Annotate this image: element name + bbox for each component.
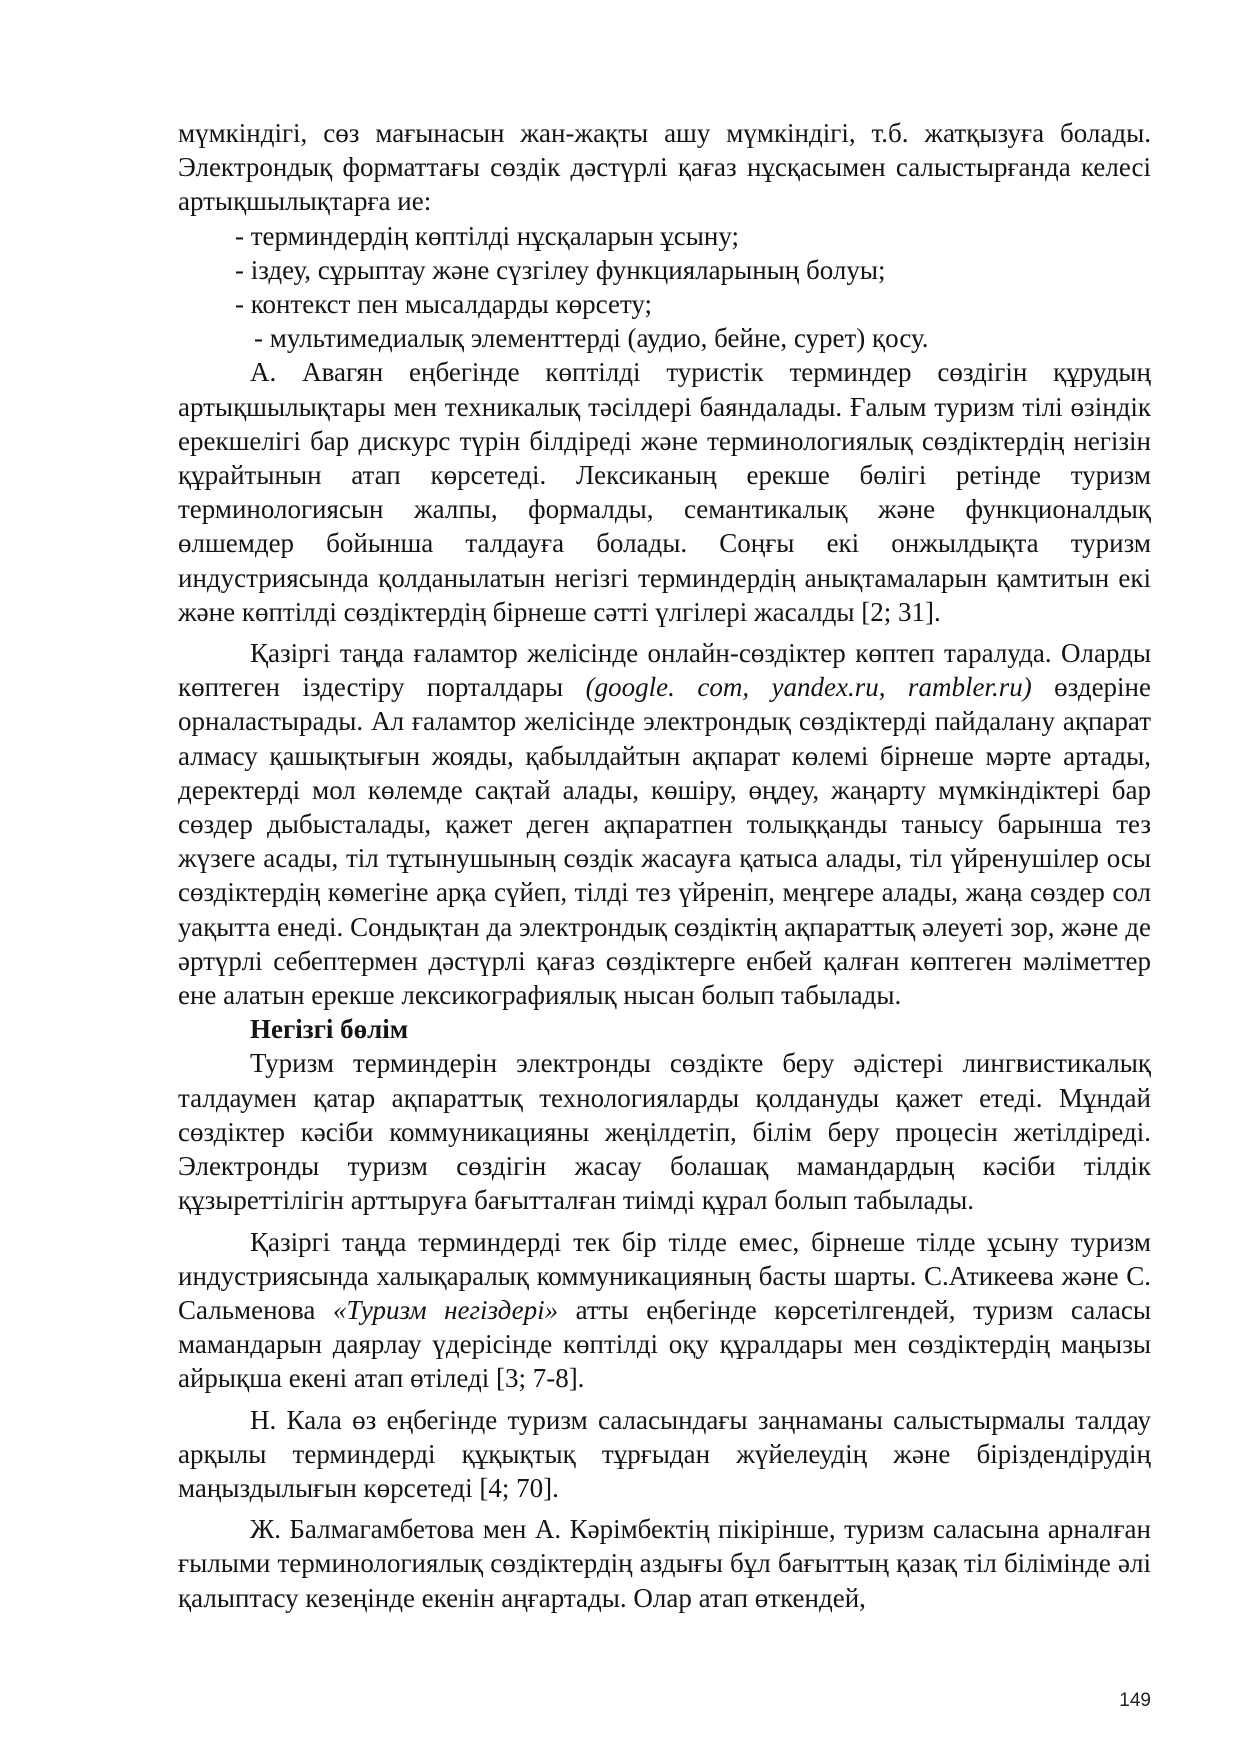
list-item: - терминдердің көптілді нұсқаларын ұсыну; bbox=[235, 220, 740, 251]
page-number: 149 bbox=[1119, 1690, 1151, 1711]
paragraph-balmagambetova: Ж. Балмагамбетова мен А. Кәрімбектің пікірінше, туризм саласына арналған ғылыми терминологиялық сөздіктердің аздығы бұл бағыттың қазақ тіл білімінде әлі қалыптасу кезеңінде екенін аңғартады. Олар атап өткендей, bbox=[178, 1514, 1151, 1613]
paragraph-online-dictionaries bbox=[178, 636, 1151, 1012]
list-item: - контекст пен мысалдарды көрсету; bbox=[235, 289, 653, 320]
paragraph-text: өздеріне орналастырады. Ал ғаламтор желісінде электрондық сөздіктерді пайдалану ақпарат алмасу қашықтығын жояды, қабылдайтын ақпарат көлемі бірнеше мәрте артады, деректерді мол көлемде сақтай алады, көшіру, өңдеу, жаңарту мүмкіндіктері бар сөздер дыбысталады, қажет деген ақпаратпен толыққанды танысу барынша тез жүзеге асады, тіл тұтынушының сөздік жасауға қатыса алады, тіл үйренушілер осы сөздіктердің көмегіне арқа сүйеп, тілді тез үйреніп, меңгере алады, жаңа сөздер сол уақытта енеді. Сондықтан да электрондық сөздіктің ақпараттық әлеуеті зор, және де әртүрлі себептермен дәстүрлі қағаз сөздіктерге енбей қалған көптеген мәліметтер ене алатын ерекше лексикографиялық нысан болып табылады. bbox=[178, 672, 1151, 1011]
document-page bbox=[178, 116, 1151, 1615]
paragraph-tourism-terms: Туризм терминдерін электронды сөздікте беру әдістері лингвистикалық талдаумен қатар ақпараттық технологияларды қолдануды қажет етеді. Мұндай сөздіктер кәсіби коммуникацияны жеңілдетіп, білім беру процесін жетілдіреді. Электронды туризм сөздігін жасау болашақ мамандардың кәсіби тілдік құзыреттілігін арттыруға бағытталған тиімді құрал болып табылады. bbox=[178, 1048, 1151, 1216]
paragraph-atikeeva bbox=[178, 1225, 1151, 1396]
paragraph-text: атты еңбегінде көрсетілгендей, туризм саласы мамандарын даярлау үдерісінде көптілді оқу құралдары мен сөздіктердің маңызы айрықша екені атап өтіледі [3; 7-8]. bbox=[178, 1294, 1151, 1394]
section-heading: Негізгі бөлім bbox=[250, 1014, 409, 1045]
list-item: - мультимедиалық элементтерді (аудио, бейне, сурет) қосу. bbox=[254, 323, 929, 354]
italic-book-title: «Туризм негіздері» bbox=[332, 1294, 559, 1325]
paragraph-intro: мүмкіндігі, сөз мағынасын жан-жақты ашу мүмкіндігі, т.б. жатқызуға болады. Электрондық форматтағы сөздік дәстүрлі қағаз нұсқасымен салыстырғанда келесі артықшылықтарға ие: bbox=[178, 118, 1151, 217]
list-item: - іздеу, сұрыптау және сүзгілеу функцияларының болуы; bbox=[235, 254, 886, 285]
paragraph-kala: Н. Кала өз еңбегінде туризм саласындағы заңнаманы салыстырмалы талдау арқылы терминдерді құқықтық тұрғыдан жүйелеудің және біріздендірудің маңыздылығын көрсетеді [4; 70]. bbox=[178, 1404, 1151, 1503]
paragraph-avagyan: А. Авагян еңбегінде көптілді туристік терминдер сөздігін құрудың артықшылықтары мен техникалық тәсілдері баяндалады. Ғалым туризм тілі өзіндік ерекшелігі бар дискурс түрін білдіреді және терминологиялық сөздіктердің негізін құрайтынын атап көрсетеді. Лексиканың ерекше бөлігі ретінде туризм терминологиясын жалпы, формалды, семантикалық және функционалдық өлшемдер бойынша талдауға болады. Соңғы екі онжылдықта туризм индустриясында қолданылатын негізгі терминдердің анықтамаларын қамтитын екі және көптілді сөздіктердің бірнеше сәтті үлгілері жасалды [2; 31]. bbox=[178, 357, 1151, 627]
paragraph-text: Қазіргі таңда ғаламтор желісінде онлайн-сөздіктер көптеп таралуда. Оларды көптеген іздестіру порталдары bbox=[178, 638, 1151, 703]
italic-portals: (google. com, yandex.ru, rambler.ru) bbox=[585, 672, 1032, 703]
paragraph-text: Қазіргі таңда терминдерді тек бір тілде емес, бірнеше тілде ұсыну туризм индустриясында халықаралық коммуникацияның басты шарты. С.Атикеева және С. Сальменова bbox=[178, 1226, 1151, 1325]
